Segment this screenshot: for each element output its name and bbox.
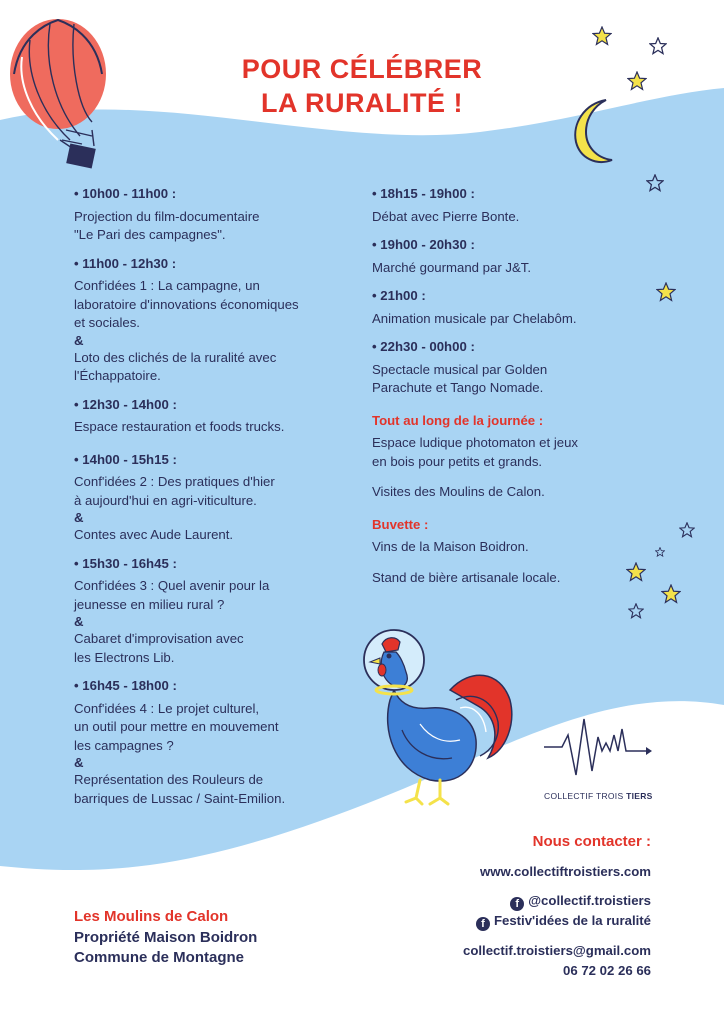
- facebook-handle: @collectif.troistiers: [528, 893, 651, 908]
- all-day-section: [372, 412, 672, 502]
- logo-text-part1: COLLECTIF TROIS: [544, 791, 624, 801]
- ampersand: &: [74, 510, 84, 525]
- facebook-icon: f: [510, 897, 524, 911]
- all-day-item: Visites des Moulins de Calon.: [372, 484, 545, 499]
- facebook-page: Festiv'idées de la ruralité: [493, 913, 651, 928]
- venue-owner: Propriété Maison Boidron: [74, 928, 258, 946]
- program-slot: [74, 555, 359, 668]
- slot-description: Animation musicale par Chelabôm.: [372, 310, 577, 326]
- slot-description: Parachute et Tango Nomade.: [372, 380, 544, 395]
- star-icon: [592, 26, 612, 46]
- slot-description: l'Échappatoire.: [74, 368, 161, 383]
- program-left-column: [74, 185, 359, 818]
- program-slot: [74, 396, 359, 437]
- contact-block: [463, 832, 651, 981]
- slot-description: Loto des clichés de la ruralité avec: [74, 349, 277, 365]
- facebook-icon: f: [476, 917, 490, 931]
- buvette-item: Vins de la Maison Boidron.: [372, 539, 529, 554]
- phone-number: 06 72 02 26 66: [563, 963, 651, 978]
- slot-description: les Electrons Lib.: [74, 649, 175, 665]
- slot-description: Spectacle musical par Golden: [372, 361, 548, 377]
- slot-time: • 21h00 :: [372, 288, 426, 303]
- slot-time: • 18h15 - 19h00 :: [372, 186, 475, 201]
- venue-town: Commune de Montagne: [74, 949, 245, 966]
- program-slot: [74, 451, 359, 545]
- program-slot: [74, 255, 359, 386]
- venue-block: [74, 907, 257, 969]
- website-link[interactable]: www.collectiftroistiers.com: [480, 864, 651, 879]
- rooster-astronaut-illustration: [360, 620, 520, 810]
- slot-description: Cabaret d'improvisation avec: [74, 631, 244, 646]
- program-slot: [372, 236, 672, 277]
- facebook-link[interactable]: [463, 891, 651, 911]
- program-slot: [372, 287, 672, 328]
- slot-description: et sociales.: [74, 315, 140, 330]
- slot-time: • 11h00 - 12h30 :: [74, 255, 177, 271]
- program-slot: [372, 185, 672, 226]
- slot-description: Espace restauration et foods trucks.: [74, 419, 285, 434]
- ampersand: &: [74, 614, 84, 629]
- all-day-heading: Tout au long de la journée :: [372, 412, 544, 428]
- logo-text-part2: TIERS: [626, 791, 653, 801]
- page-title: [0, 52, 724, 120]
- slot-time: • 10h00 - 11h00 :: [74, 186, 177, 201]
- slot-time: • 22h30 - 00h00 :: [372, 339, 475, 354]
- slot-description: un outil pour mettre en mouvement: [74, 719, 279, 734]
- title-line-2: LA RURALITÉ !: [261, 88, 463, 118]
- slot-time: • 12h30 - 14h00 :: [74, 396, 177, 412]
- slot-description: Contes avec Aude Laurent.: [74, 527, 234, 542]
- buvette-section: [372, 516, 672, 588]
- buvette-heading: Buvette :: [372, 516, 429, 532]
- ampersand: &: [74, 332, 84, 348]
- slot-description: "Le Pari des campagnes".: [74, 227, 226, 242]
- program-slot: [74, 185, 359, 245]
- slot-time: • 19h00 - 20h30 :: [372, 237, 475, 252]
- slot-description: barriques de Lussac / Saint-Emilion.: [74, 790, 286, 806]
- star-icon: [628, 603, 644, 619]
- contact-heading: Nous contacter :: [532, 833, 651, 850]
- slot-description: à aujourd'hui en agri-viticulture.: [74, 492, 257, 508]
- slot-description: Conf'idées 2 : Des pratiques d'hier: [74, 474, 275, 489]
- all-day-item: en bois pour petits et grands.: [372, 453, 543, 469]
- program-slot: [372, 338, 672, 398]
- slot-description: Marché gourmand par J&T.: [372, 259, 532, 275]
- slot-time: • 16h45 - 18h00 :: [74, 678, 177, 693]
- venue-name: Les Moulins de Calon: [74, 908, 229, 925]
- slot-description: Projection du film-documentaire: [74, 208, 260, 224]
- logo-wordmark: [544, 791, 653, 801]
- slot-description: les campagnes ?: [74, 737, 174, 753]
- title-line-1: POUR CÉLÉBRER: [241, 54, 483, 84]
- slot-description: Conf'idées 1 : La campagne, un: [74, 278, 260, 293]
- slot-description: Représentation des Rouleurs de: [74, 772, 264, 787]
- ampersand: &: [74, 755, 84, 770]
- all-day-item: Espace ludique photomaton et jeux: [372, 435, 579, 450]
- slot-description: laboratoire d'innovations économiques: [74, 296, 299, 312]
- email-link[interactable]: collectif.troistiers@gmail.com: [462, 943, 651, 958]
- slot-time: • 14h00 - 15h15 :: [74, 451, 177, 467]
- slot-description: Conf'idées 4 : Le projet culturel,: [74, 700, 260, 716]
- program-slot: [74, 677, 359, 808]
- slot-time: • 15h30 - 16h45 :: [74, 555, 177, 571]
- slot-description: Débat avec Pierre Bonte.: [372, 208, 520, 224]
- slot-description: Conf'idées 3 : Quel avenir pour la: [74, 578, 270, 593]
- buvette-item: Stand de bière artisanale locale.: [372, 569, 561, 585]
- program-right-column: [372, 185, 672, 597]
- facebook-link[interactable]: [463, 911, 651, 931]
- star-icon: [679, 522, 695, 538]
- slot-description: jeunesse en milieu rural ?: [74, 596, 225, 612]
